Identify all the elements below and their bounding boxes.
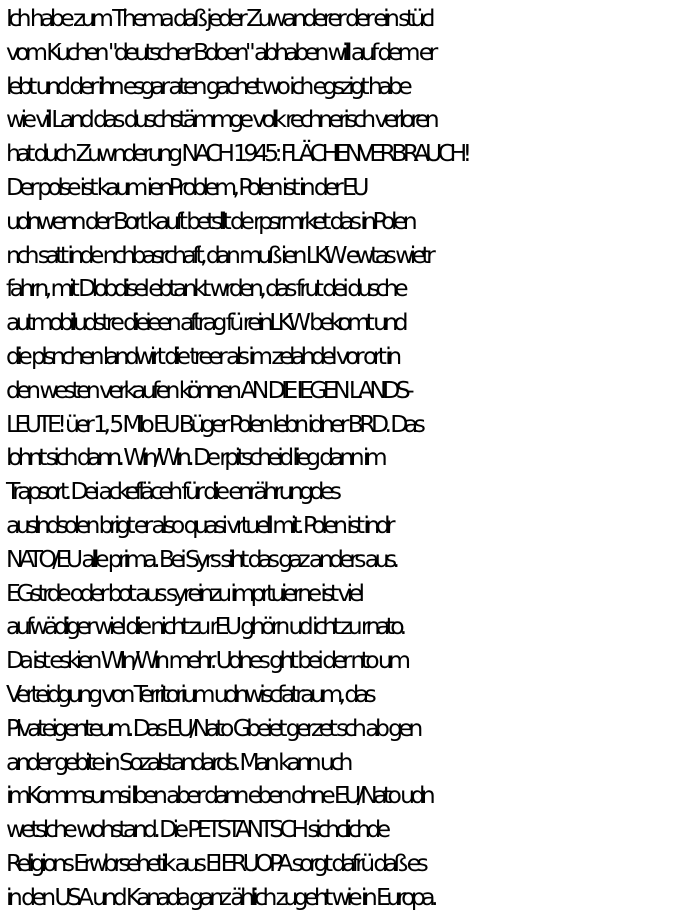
text-line: fahrn, mit Dlobdisel ebtankt wrden, das frut dei dusche	[6, 274, 404, 303]
text-line: autmobiludstre dieieen aftrag fü reinLKW bekomt und	[6, 308, 404, 337]
text-line: PIvateigenteum. Das EU/Nato Gbeiet gerzet sch ab gen	[6, 713, 419, 742]
text-line: NATO/EU alle prima. Bei Syrs siht das gaz anders aus.	[6, 544, 396, 573]
text-line: LEUTE! üer 1, 5 MIo EU Büger Polen lebn idner BRD. Das	[6, 409, 422, 438]
text-line: wetslche wohstand. Die PETSTANTSCH sichclichde	[6, 815, 387, 844]
text-line: Verteidgung von Territorium udnwiscfatraum, das	[6, 679, 373, 708]
text-line: Trapsort. Dei ackefläceh für die enrährungdes	[6, 477, 338, 506]
text-line: EGstrde oder bot aus syreinzu imprtuierne ist viel	[6, 578, 361, 607]
text-line: Da ist eskien WIn/Win mehr. Udnes ght bei der nto um	[6, 646, 407, 675]
text-line: aufwädiger wiel die nicht zu rEU ghörn ud icht zu rnato.	[6, 612, 403, 641]
text-line: auslndsolen brigt er also quasi vrtuell mit. Polen ist indr	[6, 510, 391, 539]
text-line: Ich habe zum Thema daß jeder Zuwanderer der ein stücl	[6, 4, 431, 32]
body-text	[6, 2, 682, 915]
text-line: in den USA und Kanada ganz ählich zugeht wie in Europa.	[6, 882, 434, 911]
text-line: wie vil Land das duschstämmge volk rechnerisch verloren	[6, 105, 436, 134]
text-line: vom Kuchen "deutscher Bdoen" abhaben will auf dem er	[6, 37, 434, 66]
text-line: udnwenn der Bort kauft betsllt de rpsrmrket das inPolen	[6, 206, 414, 235]
text-line: lebt und der ihn esgar aten gachet wo ich egszigt habe	[6, 71, 409, 100]
text-line: den westen verkaufen können AN DIE IEGEN LANDS-	[6, 375, 411, 404]
text-line: imKommsumsi lben aber dann eben ohne EU/Nato udn	[6, 781, 432, 810]
text-line: ander gebite in Sozalstandards. Man kann uch	[6, 747, 349, 776]
text-line: die plsnchen landwirt die treer als im zelahdel vor ort in	[6, 341, 398, 370]
text-line: lohnt sich dann. Win/Win. De rpitscheid lieg dann im	[6, 443, 384, 472]
text-line: Religions Erwbrsehetik aus EI ERUOPA sorgt dafrü daß es	[6, 848, 425, 877]
text-line: nch satt inde nchbasrchaft, dan muß ien LKW ewtas wietr	[6, 240, 432, 269]
text-line: Der polse ist kaum ienProblem, Polen ist in der EU	[6, 172, 365, 201]
text-line: hat duch Zuwnderung NACH 1945: FLÄCHENVERBRAUCH!	[6, 139, 468, 168]
